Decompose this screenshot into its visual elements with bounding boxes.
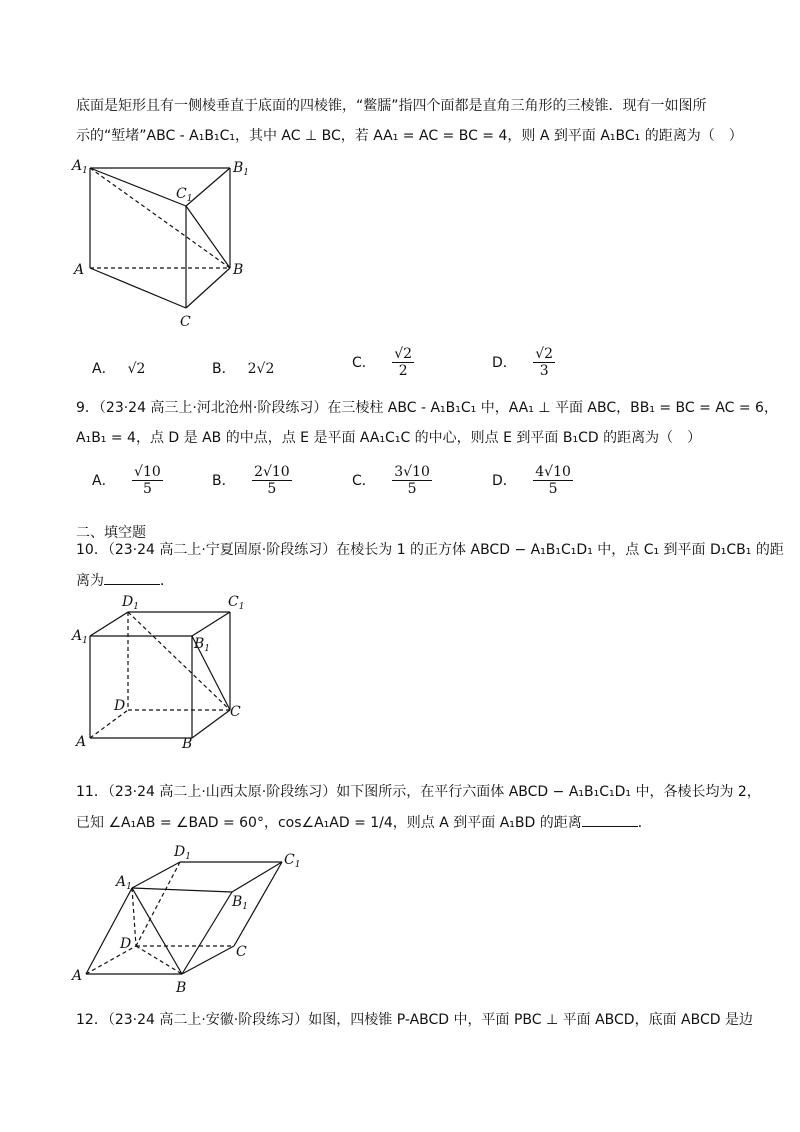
q11-parallelepiped-figure [70, 842, 310, 1002]
q9-option-c[interactable]: C． $\frac{3√10}{5}$ [352, 464, 430, 497]
q10-label-a: A [76, 734, 87, 750]
q8-label-b: B [233, 262, 244, 278]
q9-text-line2: A₁B₁ = 4，点 D 是 AB 的中点，点 E 是平面 AA₁C₁C 的中心，则点 E 到平面 B₁CD 的距离为（ ） [76, 430, 702, 446]
q11-label-c: C [236, 944, 247, 960]
q8-text-line1: 底面是矩形且有一侧棱垂直于底面的四棱锥，“鳖臑”指四个面都是直角三角形的三棱锥．现有一如图所 [76, 98, 707, 114]
q8-label-a1: $A_1$ [72, 158, 88, 176]
q8-label-c1: $C_1$ [176, 186, 193, 204]
q11-label-d: D [120, 936, 132, 952]
q8-label-a: A [74, 262, 85, 278]
q8-prism-figure [70, 150, 270, 330]
q11-text-line1: 11．（23·24 高二上·山西太原·阶段练习）如下图所示，在平行六面体 ABCD − A₁B₁C₁D₁ 中，各棱长均为 2， [76, 784, 761, 800]
q9-option-d[interactable]: D． $\frac{4√10}{5}$ [492, 464, 571, 497]
q9-option-a-fraction: $\frac{√10}{5}$ [134, 464, 161, 497]
q11-answer-blank[interactable] [582, 812, 638, 827]
q9-option-c-fraction: $\frac{3√10}{5}$ [394, 464, 430, 497]
q10-label-b1: $B_1$ [194, 636, 211, 654]
q11-label-a: A [72, 968, 83, 984]
q8-option-a[interactable]: A． √2 [92, 361, 146, 377]
q10-answer-blank[interactable] [104, 570, 160, 585]
q10-text-line2: 离为 ． [76, 570, 174, 591]
q10-label-c1: $C_1$ [228, 594, 245, 612]
q8-option-d[interactable]: D． $\frac{√2}{3}$ [492, 346, 554, 379]
q11-label-b1: $B_1$ [232, 894, 249, 912]
q11-label-a1: $A_1$ [116, 874, 132, 892]
q10-text-line1: 10．（23·24 高二上·宁夏固原·阶段练习）在棱长为 1 的正方体 ABCD − A₁B₁C₁D₁ 中，点 C₁ 到平面 D₁CB₁ 的距 [76, 542, 784, 558]
q8-text-line2: 示的“堑堵”ABC - A₁B₁C₁，其中 AC ⊥ BC，若 AA₁ = AC = BC = 4，则 A 到平面 A₁BC₁ 的距离为（ ） [76, 128, 743, 144]
section-fill-in-heading: 二、填空题 [76, 525, 146, 541]
q10-cube-figure [70, 592, 260, 752]
q8-label-c: C [180, 314, 191, 330]
q9-option-b[interactable]: B． $\frac{2√10}{5}$ [212, 464, 290, 497]
q10-label-d: D [114, 698, 126, 714]
q10-label-c: C [230, 704, 241, 720]
q11-label-c1: $C_1$ [284, 852, 301, 870]
q12-text-line1: 12．（23·24 高二上·安徽·阶段练习）如图，四棱锥 P-ABCD 中，平面 PBC ⊥ 平面 ABCD，底面 ABCD 是边 [76, 1012, 753, 1028]
q11-label-b: B [176, 980, 187, 996]
q10-label-d1: $D_1$ [122, 594, 139, 612]
q9-option-b-fraction: $\frac{2√10}{5}$ [254, 464, 290, 497]
q10-label-a1: $A_1$ [72, 628, 88, 646]
q9-text-line1: 9．（23·24 高三上·河北沧州·阶段练习）在三棱柱 ABC - A₁B₁C₁ 中，AA₁ ⊥ 平面 ABC，BB₁ = BC = AC = 6， [76, 400, 778, 416]
q8-option-c-fraction: $\frac{√2}{2}$ [394, 346, 413, 379]
q8-option-d-fraction: $\frac{√2}{3}$ [535, 346, 554, 379]
q9-option-a[interactable]: A． $\frac{√10}{5}$ [92, 464, 161, 497]
q11-label-d1: $D_1$ [174, 844, 191, 862]
q8-option-c[interactable]: C． $\frac{√2}{2}$ [352, 346, 413, 379]
q11-text-line2: 已知 ∠A₁AB = ∠BAD = 60°，cos∠A₁AD = 1/4，则点 A 到平面 A₁BD 的距离 ． [76, 812, 652, 833]
q8-label-b1: $B_1$ [233, 160, 250, 178]
q9-option-d-fraction: $\frac{4√10}{5}$ [535, 464, 571, 497]
q10-label-b: B [182, 736, 193, 752]
q8-option-b[interactable]: B． 2√2 [212, 361, 275, 377]
